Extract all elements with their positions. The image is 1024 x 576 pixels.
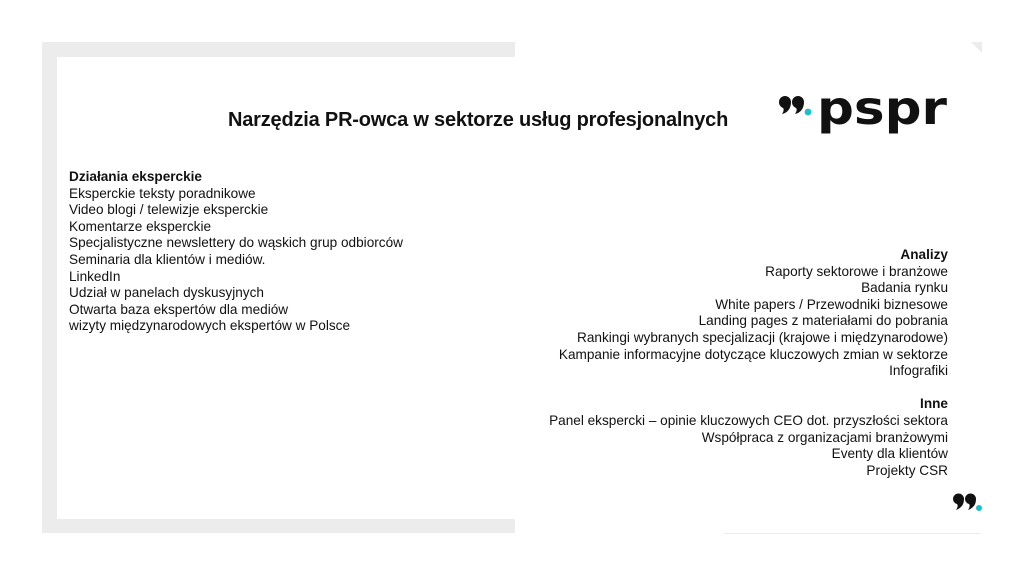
quote-mark-icon xyxy=(952,492,984,514)
list-item: Video blogi / telewizje eksperckie xyxy=(69,202,269,218)
list-item: Landing pages z materiałami do pobrania xyxy=(698,313,948,329)
list-item: Eventy dla klientów xyxy=(831,446,948,462)
list-item: Rankingi wybranych specjalizacji (krajowe i międzynarodowe) xyxy=(577,329,948,345)
list-item: Komentarze eksperckie xyxy=(69,218,212,234)
pspr-logo xyxy=(777,88,949,140)
list-item: Specjalistyczne newslettery do wąskich grup odbiorców xyxy=(69,235,403,251)
list-item: Projekty CSR xyxy=(866,462,948,478)
list-item: wizyty międzynarodowych ekspertów w Polsce xyxy=(69,318,351,334)
list-item: Współpraca z organizacjami branżowymi xyxy=(701,429,948,445)
list-item: Badania rynku xyxy=(861,280,948,296)
list-item: LinkedIn xyxy=(69,268,121,284)
quote-mark-icon xyxy=(779,96,811,115)
list-item: Panel ekspercki – opinie kluczowych CEO dot. przyszłości sektora xyxy=(549,412,948,428)
list-item: White papers / Przewodniki biznesowe xyxy=(715,296,948,312)
list-item: Udział w panelach dyskusyjnych xyxy=(69,285,264,301)
list-item: Infografiki xyxy=(889,363,948,379)
list-item: Otwarta baza ekspertów dla mediów xyxy=(69,301,289,317)
corner-decoration xyxy=(971,42,982,53)
section-heading-analizy: Analizy xyxy=(900,247,948,262)
section-spacer xyxy=(549,380,948,397)
expert-actions-section xyxy=(69,169,403,335)
section-heading-inne: Inne xyxy=(920,396,948,412)
bottom-divider xyxy=(724,533,981,534)
slide-title: Narzędzia PR-owca w sektorze usług profesjonalnych xyxy=(228,109,729,131)
list-item: Kampanie informacyjne dotyczące kluczowych zmian w sektorze xyxy=(558,346,948,362)
section-heading: Działania eksperckie xyxy=(69,169,202,184)
list-item: Raporty sektorowe i branżowe xyxy=(765,263,948,279)
svg-text:pspr: pspr xyxy=(817,88,948,135)
analyses-and-other-section xyxy=(549,247,948,479)
list-item: Seminaria dla klientów i mediów. xyxy=(69,251,266,267)
list-item: Eksperckie teksty poradnikowe xyxy=(69,185,256,201)
